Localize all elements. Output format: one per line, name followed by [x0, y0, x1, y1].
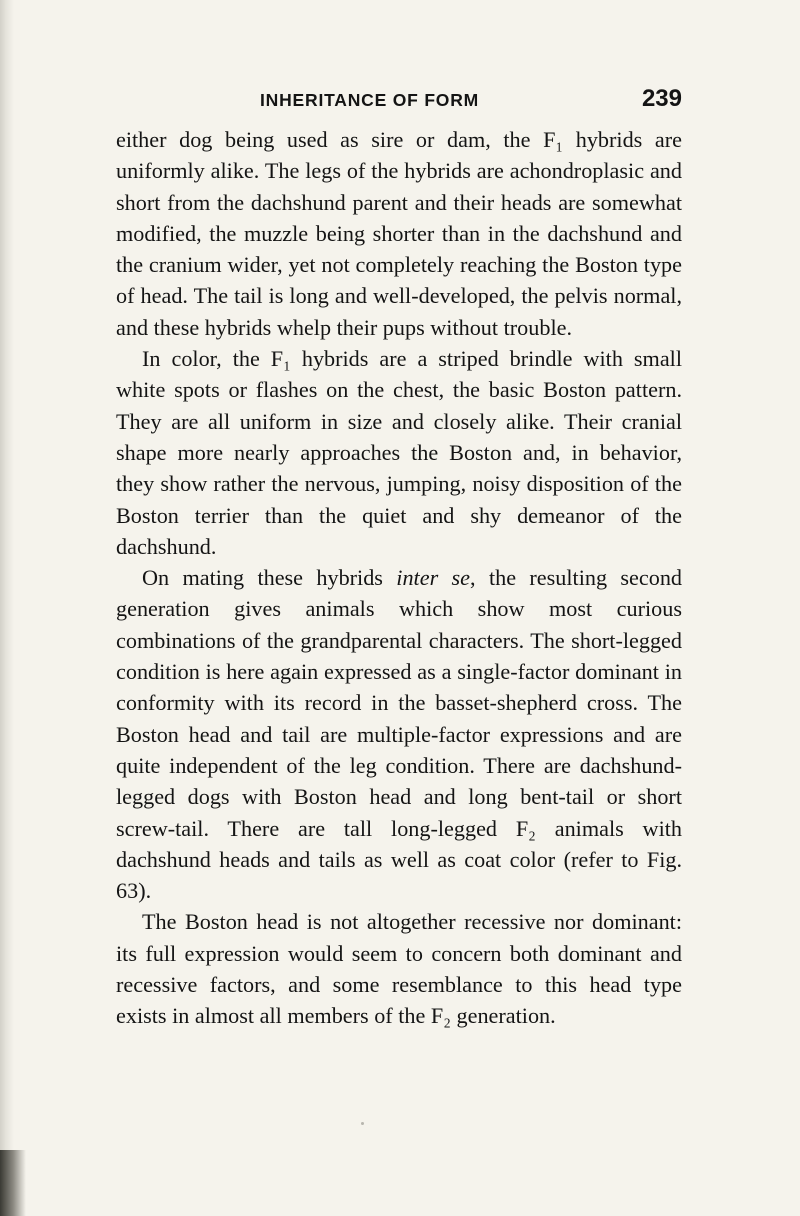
paper-speck — [361, 1122, 364, 1125]
paragraph-1: either dog being used as sire or dam, the F₁ hybrids are uniformly alike. The legs of the hybrids are achondroplasic and short from the dachshund parent and their heads are somewhat modified, the muzzle being shorter than in the dachshund and the cranium wider, yet not completely reaching the Boston type of head. The tail is long and well-developed, the pelvis normal, and these hybrids whelp their pups without trouble. — [116, 127, 682, 340]
paragraph-4: The Boston head is not altogether recessive nor dominant: its full expression would seem to concern both dominant and recessive factors, and some resemblance to this head type exists in almost all members of the F₂ generation. — [116, 909, 682, 1029]
paragraph-2: In color, the F₁ hybrids are a striped brindle with small white spots or flashes on the chest, the basic Boston pattern. They are all uniform in size and closely alike. Their cranial shape more nearly approaches the Boston and, in behavior, they show rather the nervous, jumping, noisy disposition of the Boston terrier than the quiet and shy demeanor of the dachshund. — [116, 346, 682, 559]
running-title: INHERITANCE OF FORM — [260, 90, 480, 110]
paragraph-3 — [116, 562, 682, 906]
page-gutter-shadow — [0, 0, 14, 1216]
latin-term: inter se — [396, 565, 471, 591]
page-number: 239 — [641, 85, 682, 112]
running-head — [116, 80, 682, 124]
binding-edge — [0, 1150, 26, 1216]
paragraph-3-text-continued: , the resulting second generation gives animals which show most curious combinations of the grandparental characters. The short-legged condition is here again expressed as a single-factor dominant in conformity with its record in the basset-shepherd cross. The Boston head and tail are multiple-factor expressions and are quite independent of the leg condition. There are dachshund-legged dogs with Boston head and long bent-tail or short screw-tail. There are tall long-legged F₂ animals with dachshund heads and tails as well as coat color (refer to Fig. 63). — [116, 565, 683, 904]
paragraph-3-text: On mating these hybrids — [142, 565, 397, 591]
book-page — [116, 80, 682, 1032]
